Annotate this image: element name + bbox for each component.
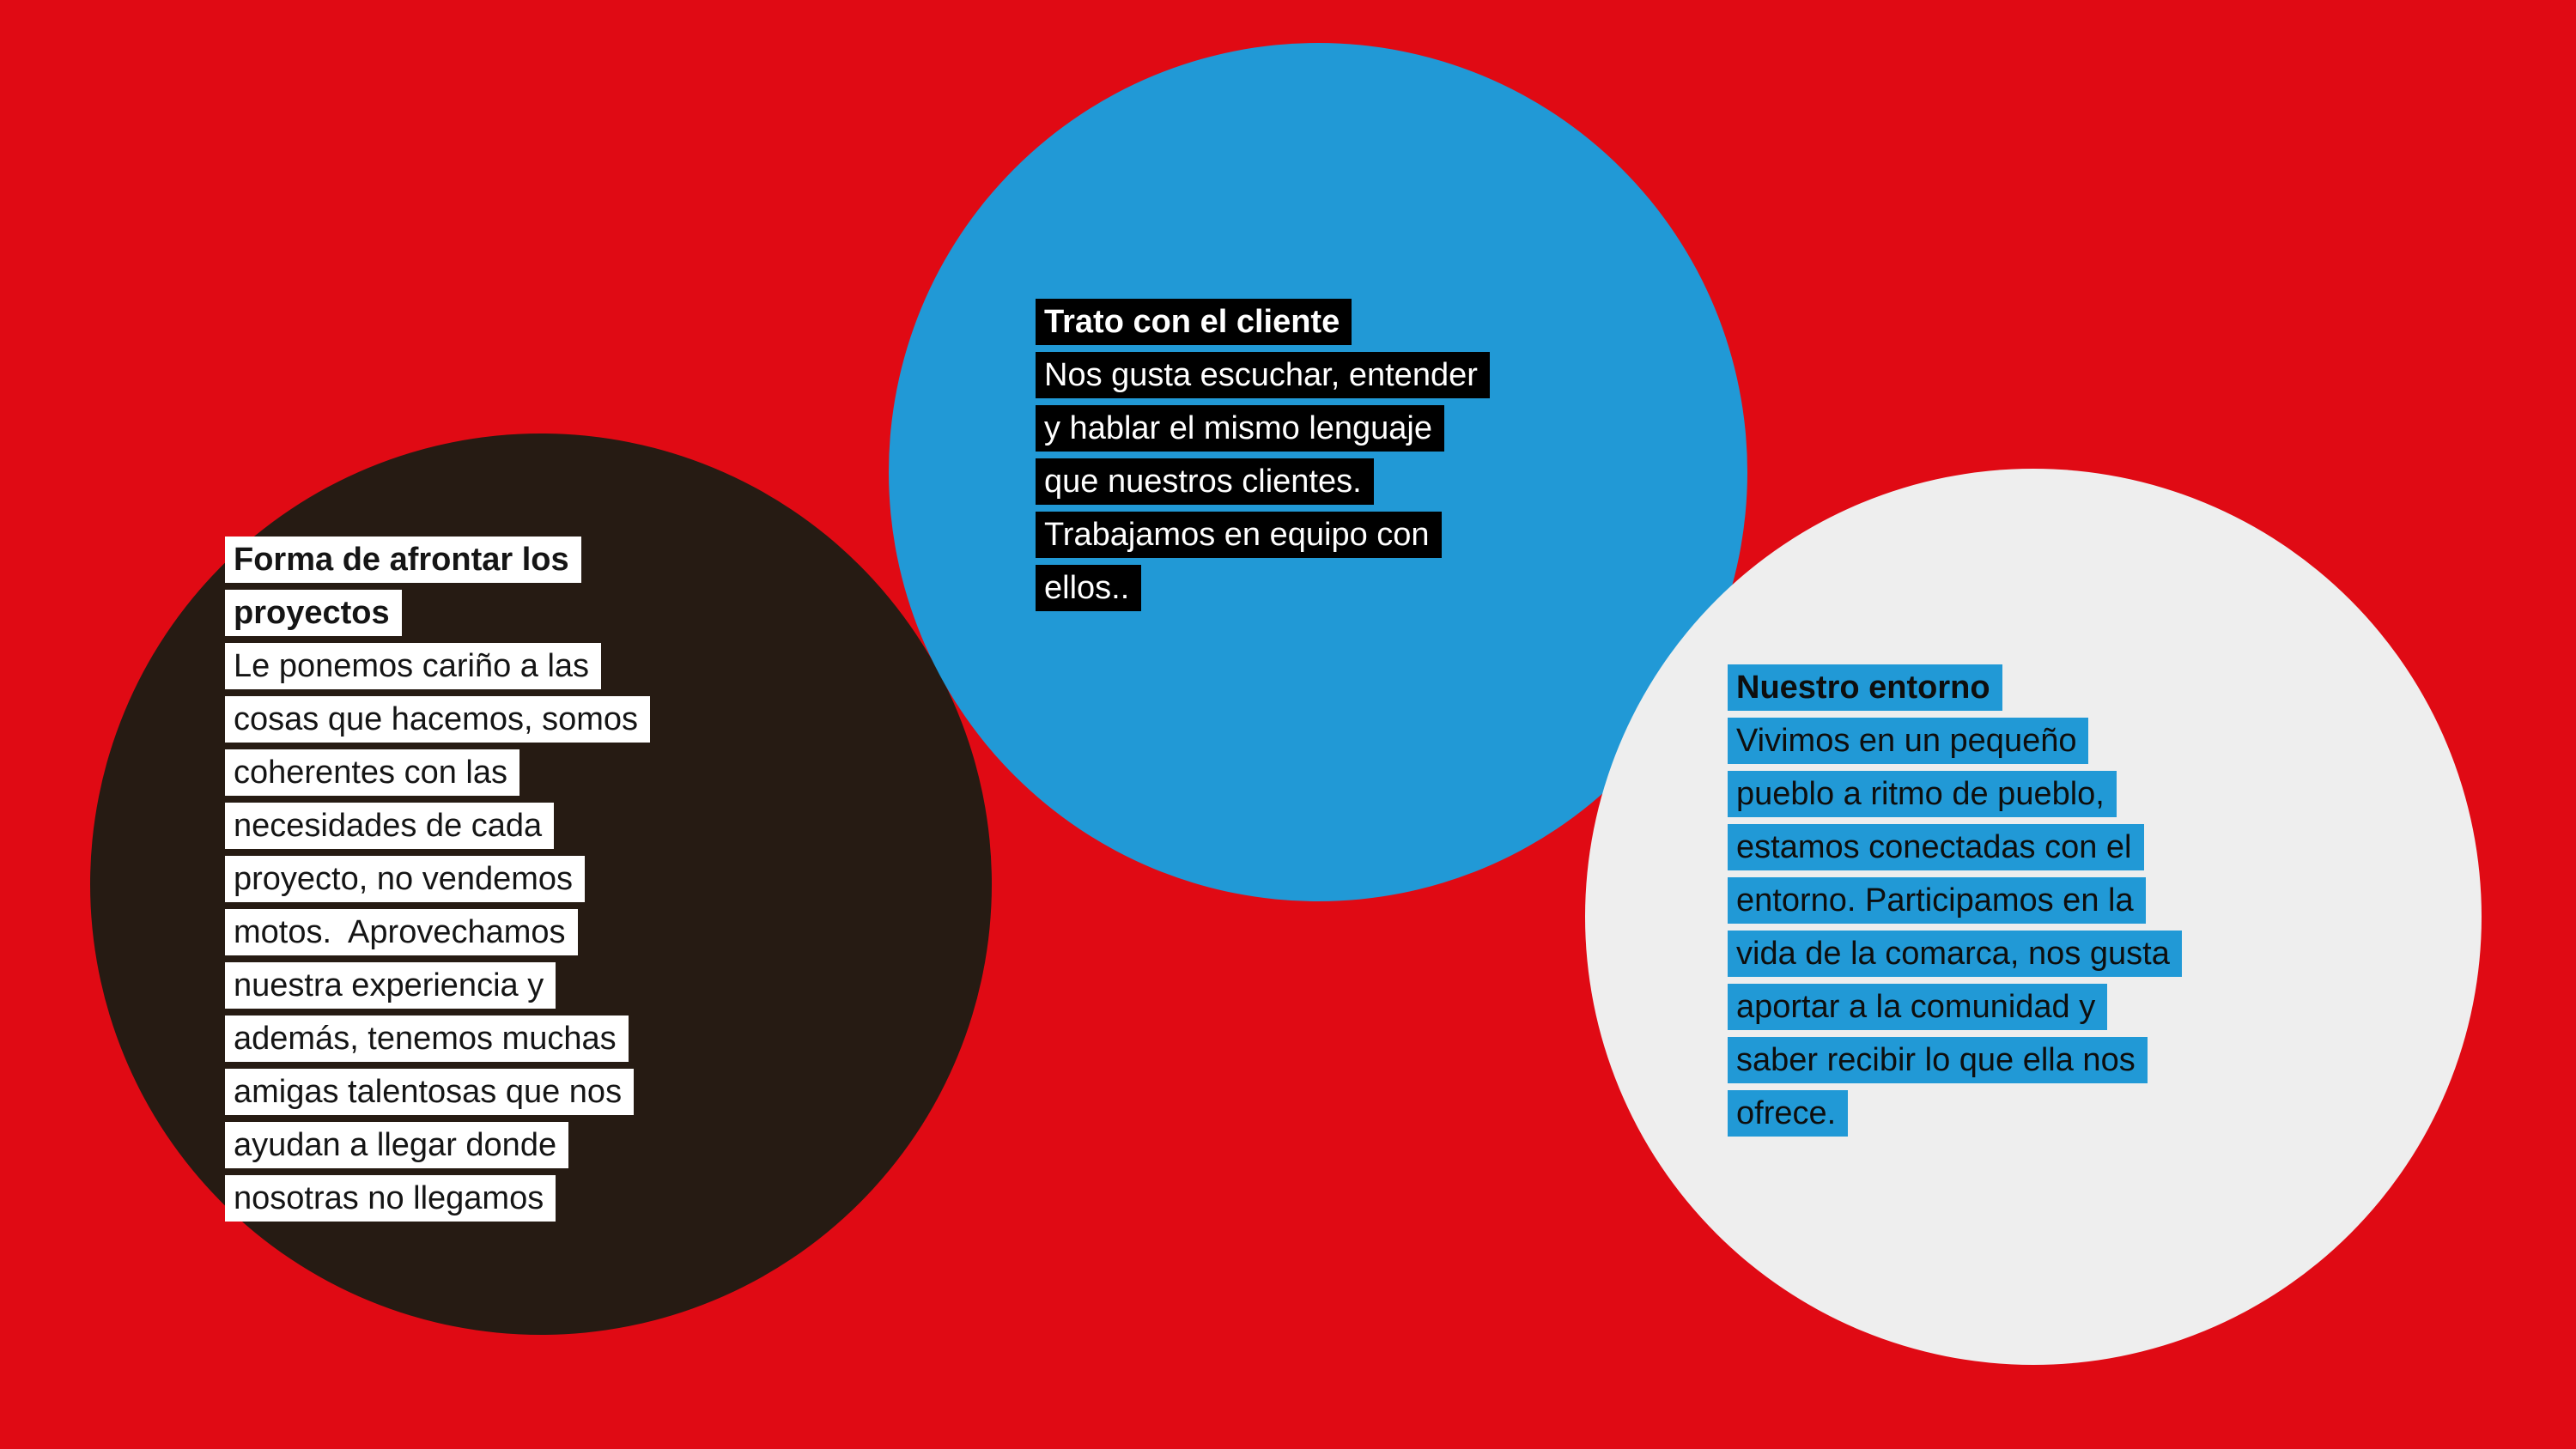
client-body-line: ellos.. bbox=[1036, 565, 1141, 611]
environment-body-line: ofrece. bbox=[1728, 1090, 1848, 1137]
projects-body-line: además, tenemos muchas bbox=[225, 1016, 629, 1062]
environment-body-line: pueblo a ritmo de pueblo, bbox=[1728, 771, 2117, 817]
client-body-line: Trabajamos en equipo con bbox=[1036, 512, 1442, 558]
projects-title-line-1: Forma de afrontar los bbox=[225, 537, 581, 583]
projects-text-block bbox=[225, 537, 650, 1228]
projects-body-line: amigas talentosas que nos bbox=[225, 1069, 634, 1115]
client-body-line: y hablar el mismo lenguaje bbox=[1036, 405, 1444, 452]
environment-body-line: vida de la comarca, nos gusta bbox=[1728, 931, 2182, 977]
projects-body-line: proyecto, no vendemos bbox=[225, 856, 585, 902]
projects-body-line: necesidades de cada bbox=[225, 803, 554, 849]
projects-body-line: coherentes con las bbox=[225, 749, 519, 796]
client-body-line: Nos gusta escuchar, entender bbox=[1036, 352, 1490, 398]
environment-body-line: estamos conectadas con el bbox=[1728, 824, 2144, 870]
projects-title-line-2: proyectos bbox=[225, 590, 402, 636]
projects-body-line: ayudan a llegar donde bbox=[225, 1122, 568, 1168]
environment-text-block bbox=[1728, 664, 2182, 1143]
projects-body-line: nuestra experiencia y bbox=[225, 962, 556, 1009]
client-text-block bbox=[1036, 299, 1490, 618]
projects-body-line: cosas que hacemos, somos bbox=[225, 696, 650, 743]
projects-body-line: nosotras no llegamos bbox=[225, 1175, 556, 1222]
client-body-line: que nuestros clientes. bbox=[1036, 458, 1374, 505]
projects-body-line: motos. Aprovechamos bbox=[225, 909, 578, 955]
environment-body-line: entorno. Participamos en la bbox=[1728, 877, 2146, 924]
client-title-line: Trato con el cliente bbox=[1036, 299, 1352, 345]
environment-body-line: aportar a la comunidad y bbox=[1728, 984, 2107, 1030]
environment-body-line: Vivimos en un pequeño bbox=[1728, 718, 2088, 764]
environment-title-line: Nuestro entorno bbox=[1728, 664, 2002, 711]
environment-body-line: saber recibir lo que ella nos bbox=[1728, 1037, 2148, 1083]
projects-body-line: Le ponemos cariño a las bbox=[225, 643, 601, 689]
